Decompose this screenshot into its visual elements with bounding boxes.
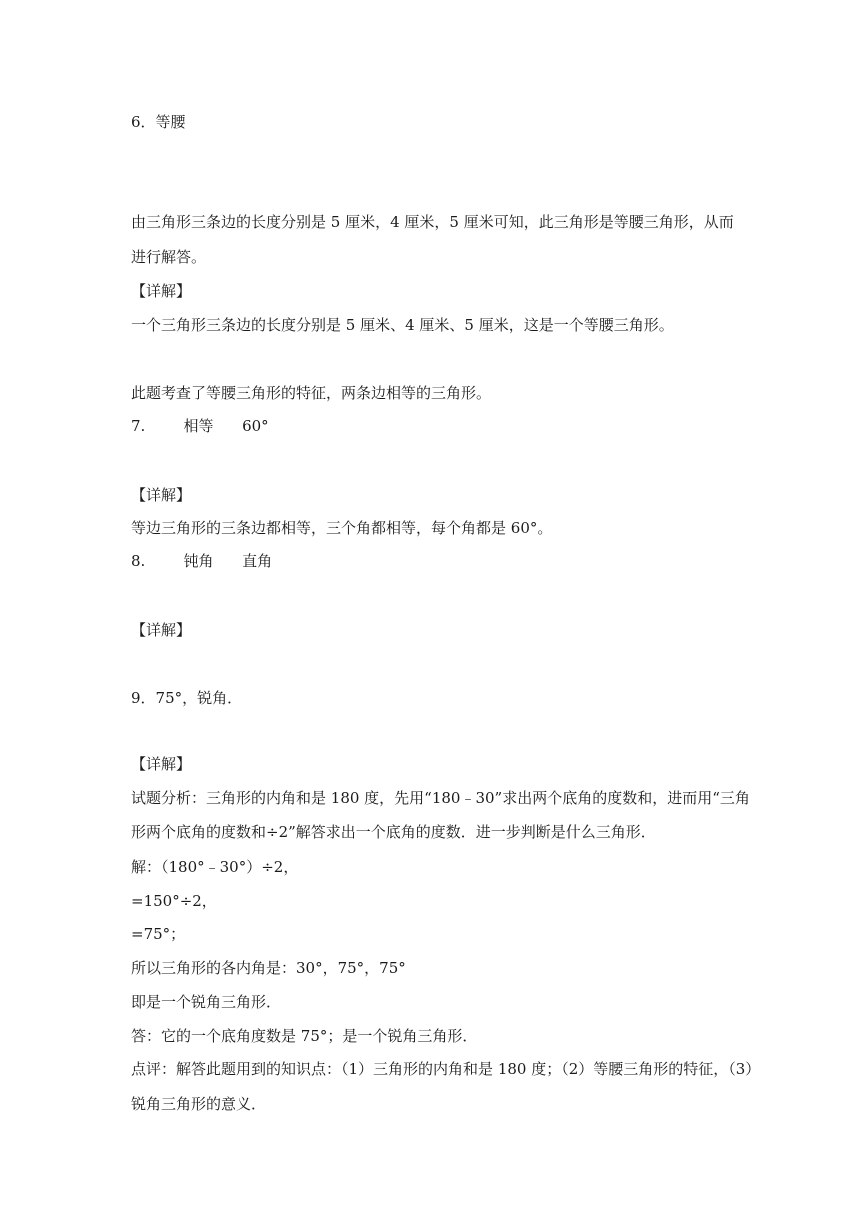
q6-detail-heading: 【详解】: [131, 282, 192, 300]
q6-analysis-line1: 由三角形三条边的长度分别是 5 厘米，4 厘米，5 厘米可知，此三角形是等腰三角形，从而: [131, 213, 734, 231]
q6-detail: 一个三角形三条边的长度分别是 5 厘米、4 厘米、5 厘米，这是一个等腰三角形。: [131, 316, 674, 334]
q9-detail-heading: 【详解】: [131, 755, 192, 773]
q9-solution-line3: =75°；: [131, 925, 186, 943]
q9-review-line1: 点评：解答此题用到的知识点：（1）三角形的内角和是 180 度；（2）等腰三角形的特征，（3）: [131, 1060, 761, 1078]
q9-analysis-line1: 试题分析：三角形的内角和是 180 度，先用“180﹣30”求出两个底角的度数和，进而用“三角: [131, 789, 750, 807]
q7-answer: 7. 相等 60°: [131, 417, 269, 435]
q9-analysis-line2: 形两个底角的度数和÷2”解答求出一个底角的度数．进一步判断是什么三角形．: [131, 823, 656, 841]
q9-solution-line1: 解：（180°﹣30°）÷2，: [131, 858, 299, 876]
q6-analysis-line2: 进行解答。: [131, 248, 207, 266]
q8-detail-heading: 【详解】: [131, 621, 192, 639]
q9-review-line2: 锐角三角形的意义．: [131, 1095, 267, 1113]
q9-answer-line: 答：它的一个底角度数是 75°；是一个锐角三角形．: [131, 1027, 478, 1045]
q9-solution-line2: =150°÷2，: [131, 892, 217, 910]
q6-answer: 6．等腰: [131, 113, 186, 131]
q7-detail-heading: 【详解】: [131, 486, 192, 504]
q6-comment: 此题考查了等腰三角形的特征，两条边相等的三角形。: [131, 384, 492, 402]
q9-solution-line5: 即是一个锐角三角形．: [131, 993, 282, 1011]
q7-detail: 等边三角形的三条边都相等，三个角都相等，每个角都是 60°。: [131, 519, 553, 537]
q9-answer: 9．75°，锐角．: [131, 689, 243, 707]
q8-answer: 8. 钝角 直角: [131, 552, 273, 570]
q9-solution-line4: 所以三角形的各内角是：30°，75°，75°: [131, 959, 406, 977]
